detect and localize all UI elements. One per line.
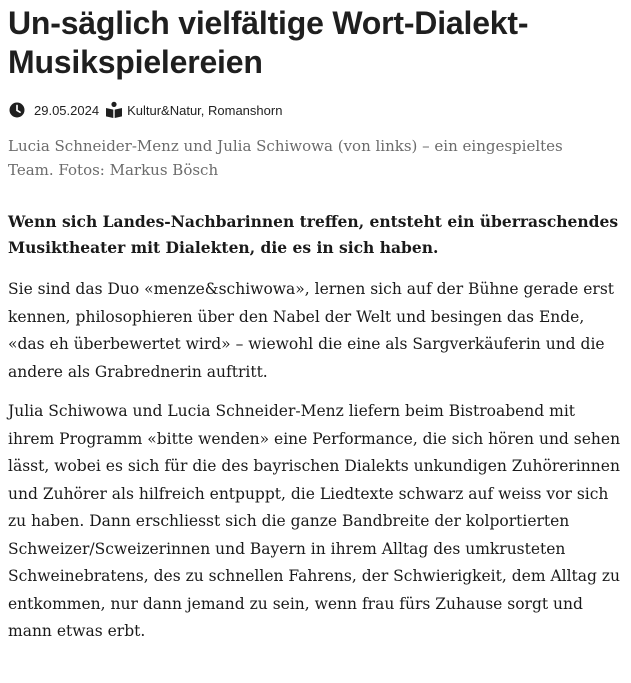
article-paragraph: Sie sind das Duo «menze&schiwowa», lernen sich auf der Bühne gerade erst kennen, philosophieren über den Nabel der Welt und besingen das Ende, «das eh überbewertet wird» – wiewohl die eine als Sargverkäuferin und die andere als Grabrednerin auftritt. xyxy=(8,280,615,381)
reader-icon xyxy=(105,101,123,119)
article-lead: Wenn sich Landes-Nachbarinnen treffen, entsteht ein überraschendes Musiktheater mit Dialekten, die es in sich haben. xyxy=(8,212,619,257)
article-title: Un-säglich vielfältige Wort-Dialekt-Musikspielereien xyxy=(8,5,529,80)
article-category[interactable]: Kultur&Natur, Romanshorn xyxy=(127,102,283,118)
image-caption: Lucia Schneider-Menz und Julia Schiwowa (von links) – ein eingespieltes Team. Fotos: Markus Bösch xyxy=(8,137,563,179)
article-paragraph: Julia Schiwowa und Lucia Schneider-Menz liefern beim Bistroabend mit ihrem Programm «bitte wenden» eine Performance, die sich hören und sehen lässt, wobei es sich für die des bayrischen Dialekts unkundigen Zuhörerinnen und Zuhörer als hilfreich entpuppt, die Liedtexte schwarz auf weiss vor sich zu haben. Dann erschliesst sich die ganze Bandbreite der kolportierten Schweizer/Scweizerinnen und Bayern in ihrem Alltag des umkrusteten Schweinebratens, des zu schnellen Fahrens, der Schwierigkeit, dem Alltag zu entkommen, nur dann jemand zu sein, wenn frau fürs Zuhause sorgt und mann etwas erbt. xyxy=(8,402,621,640)
article-date: 29.05.2024 xyxy=(34,102,100,118)
clock-icon xyxy=(8,101,26,119)
article-meta xyxy=(8,100,631,120)
